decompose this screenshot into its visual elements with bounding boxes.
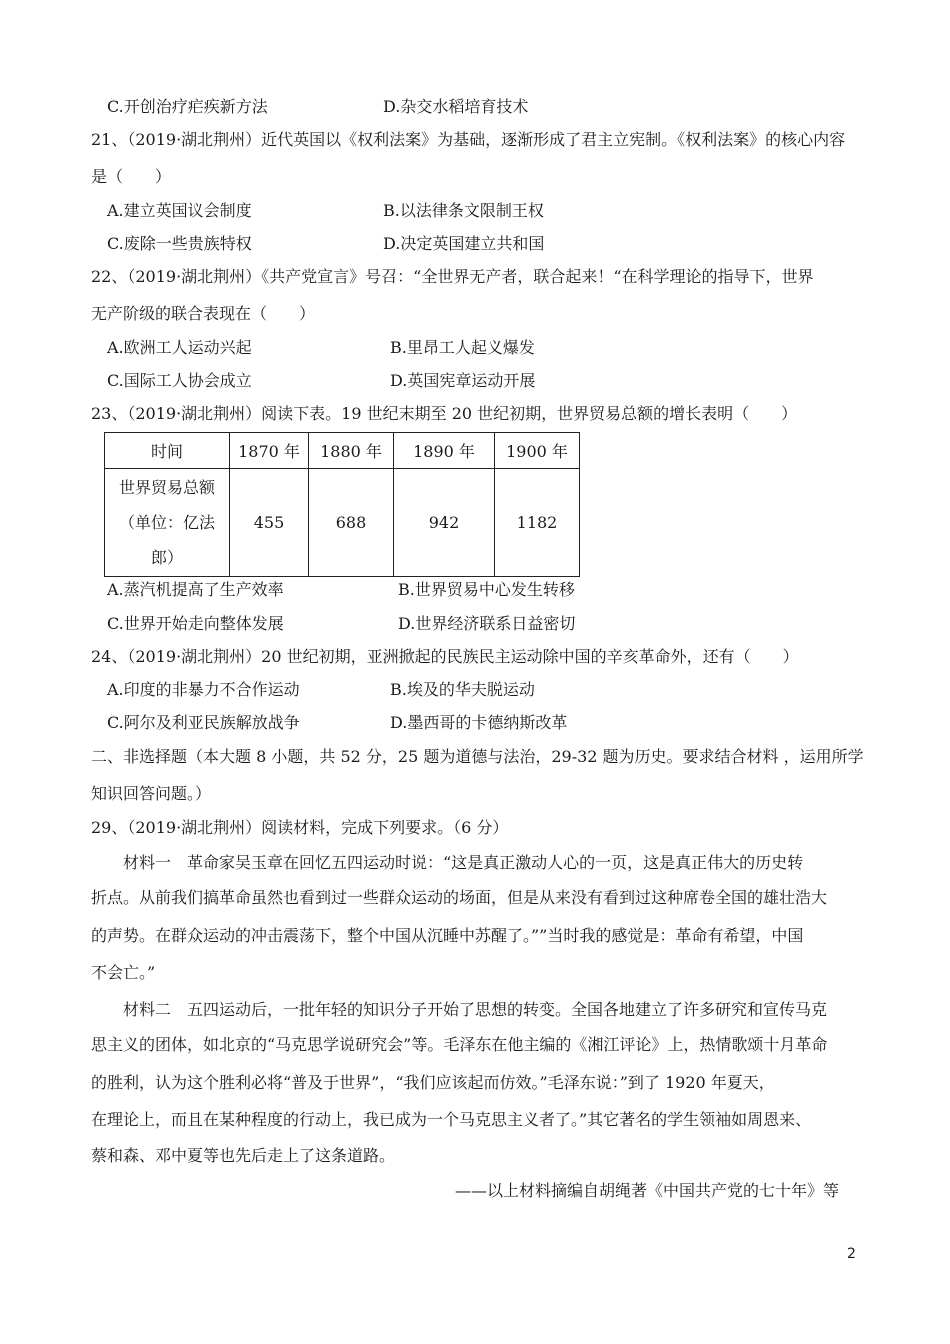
header-cell: 1900 年 — [495, 433, 580, 469]
q22-stem-line2: 无产阶级的联合表现在（ ） — [91, 304, 316, 323]
q29-stem: 29、（2019·湖北荆州）阅读材料，完成下列要求。（6 分） — [91, 818, 509, 837]
q23-option-c: C.世界开始走向整体发展 — [107, 614, 284, 633]
material2-line: 材料二 五四运动后，一批年轻的知识分子开始了思想的转变。全国各地建立了许多研究和宣传马克 — [123, 1000, 828, 1019]
q21-option-a: A.建立英国议会制度 — [107, 201, 252, 220]
row-label-line: 世界贸易总额 — [118, 478, 215, 497]
q23-option-b: B.世界贸易中心发生转移 — [398, 580, 575, 599]
q23-option-d: D.世界经济联系日益密切 — [398, 614, 576, 633]
q21-stem-line2: 是（ ） — [91, 167, 172, 186]
material1-line: 折点。从前我们搞革命虽然也看到过一些群众运动的场面，但是从来没有看到过这种席卷全国的雄壮浩大 — [91, 888, 828, 907]
section2-heading-line1: 二、非选择题（本大题 8 小题，共 52 分，25 题为道德与法治，29-32 题为历史。要求结合材料 ，运用所学 — [91, 747, 864, 766]
value-cell: 455 — [230, 469, 309, 577]
q24-option-d: D.墨西哥的卡德纳斯改革 — [390, 713, 568, 732]
trade-table-header-row — [105, 433, 580, 469]
q23-stem: 23、（2019·湖北荆州）阅读下表。19 世纪末期至 20 世纪初期，世界贸易总额的增长表明（ ） — [91, 404, 798, 423]
q24-stem: 24、（2019·湖北荆州）20 世纪初期，亚洲掀起的民族民主运动除中国的辛亥革命外，还有（ ） — [91, 647, 799, 666]
material2-line: 蔡和森、邓中夏等也先后走上了这条道路。 — [91, 1146, 396, 1165]
q21-option-d: D.决定英国建立共和国 — [383, 234, 545, 253]
header-cell: 1870 年 — [230, 433, 309, 469]
header-cell: 1880 年 — [309, 433, 394, 469]
q21-stem-line1: 21、（2019·湖北荆州）近代英国以《权利法案》为基础，逐渐形成了君主立宪制。《权利法案》的核心内容 — [91, 130, 846, 149]
q22-option-b: B.里昂工人起义爆发 — [390, 338, 535, 357]
q21-option-c: C.废除一些贵族特权 — [107, 234, 252, 253]
q20-option-c: C.开创治疗疟疾新方法 — [107, 97, 268, 116]
material1-line: 材料一 革命家吴玉章在回忆五四运动时说：“这是真正激动人心的一页，这是真正伟大的历史转 — [123, 853, 804, 872]
q24-option-c: C.阿尔及利亚民族解放战争 — [107, 713, 300, 732]
material-source: ——以上材料摘编自胡绳著《中国共产党的七十年》等 — [455, 1181, 840, 1200]
q24-option-a: A.印度的非暴力不合作运动 — [107, 680, 300, 699]
q24-option-b: B.埃及的华夫脱运动 — [390, 680, 535, 699]
row-label-cell — [105, 469, 230, 577]
q22-option-c: C.国际工人协会成立 — [107, 371, 252, 390]
material1-line: 不会亡。” — [91, 963, 156, 982]
q22-option-d: D.英国宪章运动开展 — [390, 371, 536, 390]
q23-option-a: A.蒸汽机提高了生产效率 — [107, 580, 284, 599]
trade-table — [104, 432, 580, 577]
q21-option-b: B.以法律条文限制王权 — [383, 201, 544, 220]
header-cell: 时间 — [105, 433, 230, 469]
q22-option-a: A.欧洲工人运动兴起 — [107, 338, 252, 357]
page-number: 2 — [847, 1246, 856, 1262]
material2-line: 思主义的团体，如北京的“马克思学说研究会”等。毛泽东在他主编的《湘江评论》上，热情歌颂十月革命 — [91, 1035, 828, 1054]
material1-line: 的声势。在群众运动的冲击震荡下，整个中国从沉睡中苏醒了。””当时我的感觉是：革命有希望，中国 — [91, 926, 804, 945]
material2-line: 在理论上，而且在某种程度的行动上，我已成为一个马克思主义者了。”其它著名的学生领袖如周恩来、 — [91, 1110, 812, 1129]
material2-line: 的胜利，认为这个胜利必将“普及于世界”，“我们应该起而仿效。”毛泽东说：”到了 1920 年夏天， — [91, 1073, 775, 1092]
q22-stem-line1: 22、（2019·湖北荆州）《共产党宣言》号召：“全世界无产者，联合起来！“在科学理论的指导下，世界 — [91, 267, 814, 286]
value-cell: 1182 — [495, 469, 580, 577]
section2-heading-line2: 知识回答问题。） — [91, 784, 212, 803]
trade-table-data-row — [105, 469, 580, 577]
value-cell: 688 — [309, 469, 394, 577]
row-label-line: 郎） — [150, 548, 183, 567]
header-cell: 1890 年 — [394, 433, 495, 469]
row-label-line: （单位：亿法 — [118, 513, 215, 532]
value-cell: 942 — [394, 469, 495, 577]
q20-option-d: D.杂交水稻培育技术 — [383, 97, 529, 116]
